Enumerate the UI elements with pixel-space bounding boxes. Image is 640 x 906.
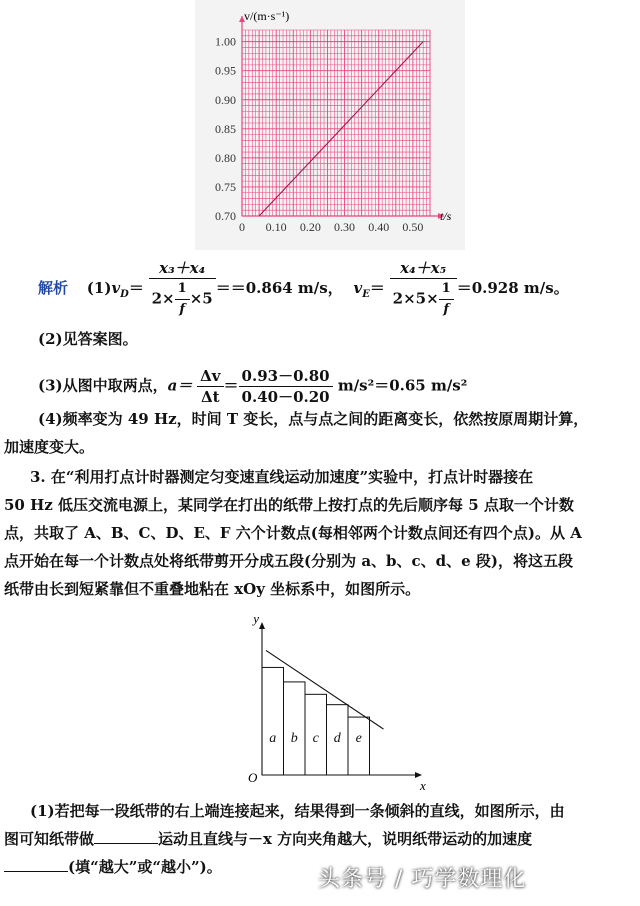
tape-strip-label: c (312, 731, 319, 746)
analysis-part4-line1: (4)频率变为 49 Hz，时间 T 变长，点与点之间的距离变长，依然按原周期计算， (38, 410, 589, 428)
answer-blank-2[interactable] (4, 857, 68, 872)
vD-fraction: x₃＋x₄ 2× $\frac{1}{f}$ ×5 (149, 258, 216, 320)
tape-strip-label: a (269, 731, 277, 746)
answer-blank-1[interactable] (94, 829, 158, 844)
vt-y-tick-label: 0.85 (215, 121, 236, 136)
tape-origin-label: O (248, 770, 258, 785)
vt-y-tick-label: 0.70 (215, 209, 236, 223)
tape-strip-label: e (355, 731, 362, 746)
q3-line-1: 3. 在“利用打点计时器测定匀变速直线运动加速度”实验中，打点计时器接在 (30, 468, 534, 486)
tape-chart (235, 612, 435, 792)
vD-mid: ＝ (215, 279, 231, 297)
vt-y-tick-label: 0.95 (215, 63, 236, 78)
vt-y-tick-label: 0.80 (215, 150, 236, 165)
slope-values-fraction (239, 366, 333, 407)
tape-y-axis-label: y (253, 612, 259, 626)
q3-line-5: 纸带由长到短紧靠但不重叠地粘在 xOy 坐标系中，如图所示。 (4, 580, 421, 598)
q3-sub1-line3 (4, 856, 222, 878)
slope-values-den: 0.40－0.20 (241, 388, 330, 406)
vt-x-tick-label: 0.40 (368, 220, 390, 234)
analysis-p3-a: a＝ (167, 376, 193, 395)
slope-result: m/s²＝0.65 m/s² (332, 376, 468, 395)
watermark: 头条号 / 巧学数理化 (318, 867, 527, 892)
vE-numerator: x₄＋x₅ (390, 258, 457, 279)
tape-x-axis-label: x (420, 778, 426, 792)
vE-value: ＝0.928 m/s。 (456, 279, 569, 297)
analysis-part3 (38, 366, 467, 407)
slope-fraction (197, 366, 223, 407)
tape-strip (348, 717, 370, 775)
vt-x-tick-label: 0.20 (299, 220, 321, 234)
q3-sub1-line2-a: 图可知纸带做 (4, 830, 95, 848)
vt-y-tick-label: 0.90 (215, 92, 236, 107)
slope-eq: ＝ (223, 376, 239, 395)
analysis-p3-lead: (3)从图中取两点， (38, 376, 168, 395)
vt-x-tick-label: 0.50 (402, 220, 424, 234)
vt-y-tick-label: 0.75 (215, 179, 236, 194)
tape-strip-label: b (290, 731, 298, 746)
q3-sub1-line1: (1)若把每一段纸带的右上端连接起来，结果得到一条倾斜的直线，如图所示，由 (30, 802, 565, 820)
slope-values-num: 0.93－0.80 (239, 366, 333, 387)
analysis-label: 解析 (38, 279, 69, 297)
vt-x-tick-label: 0 (239, 220, 245, 234)
vt-x-axis-label: t/s (440, 209, 452, 223)
vt-x-tick-label: 0.30 (334, 220, 356, 234)
analysis-part2: (2)见答案图。 (38, 330, 138, 348)
slope-den: Δt (201, 388, 220, 406)
tape-strip (284, 682, 306, 775)
q3-line-2: 50 Hz 低压交流电源上，某同学在打出的纸带上按打点的先后顺序每 5 点取一个计数 (4, 496, 574, 514)
tape-strip-label: d (333, 731, 341, 746)
q3-line-3: 点，共取了 A、B、C、D、E、F 六个计数点(每相邻两个计数点间还有四个点)。从 A (4, 524, 582, 542)
vE-fraction: x₄＋x₅ 2×5× $\frac{1}{f}$ (390, 258, 457, 320)
tape-y-arrow (259, 622, 265, 629)
q3-sub1-line3-b: (填“越大”或“越小”)。 (68, 858, 222, 876)
q3-line-4: 点开始在每一个计数点处将纸带剪开分成五段(分别为 a、b、c、d、e 段)，将这五段 (4, 552, 574, 570)
vD-numerator: x₃＋x₄ (149, 258, 216, 279)
q3-sub1-line2-b: 运动且直线与－x 方向夹角越大，说明纸带运动的加速度 (158, 830, 533, 848)
analysis-part1: 解析 $(1)v_D=$ x₃＋x₄ 2× $\frac{1}{f}$ ×5 ＝＝0.864 m/s， $v_E=$ x₄＋x₅ 2×5× $\frac{1}{f}$ ＝0.928 m/s。 (38, 258, 569, 320)
vt-y-tick-label: 1.00 (215, 34, 236, 49)
analysis-part4-line2: 加速度变大。 (4, 438, 95, 456)
vD-value: ＝0.864 m/s， (230, 279, 343, 297)
q3-sub1-line2 (4, 828, 532, 850)
slope-num: Δv (197, 366, 223, 387)
vt-x-tick-label: 0.10 (265, 220, 287, 234)
vt-y-axis-label: v/(m·s⁻¹) (244, 9, 290, 23)
vt-chart (195, 0, 465, 250)
tape-strip (262, 667, 284, 775)
analysis-p1-lead: (1) (86, 279, 112, 297)
